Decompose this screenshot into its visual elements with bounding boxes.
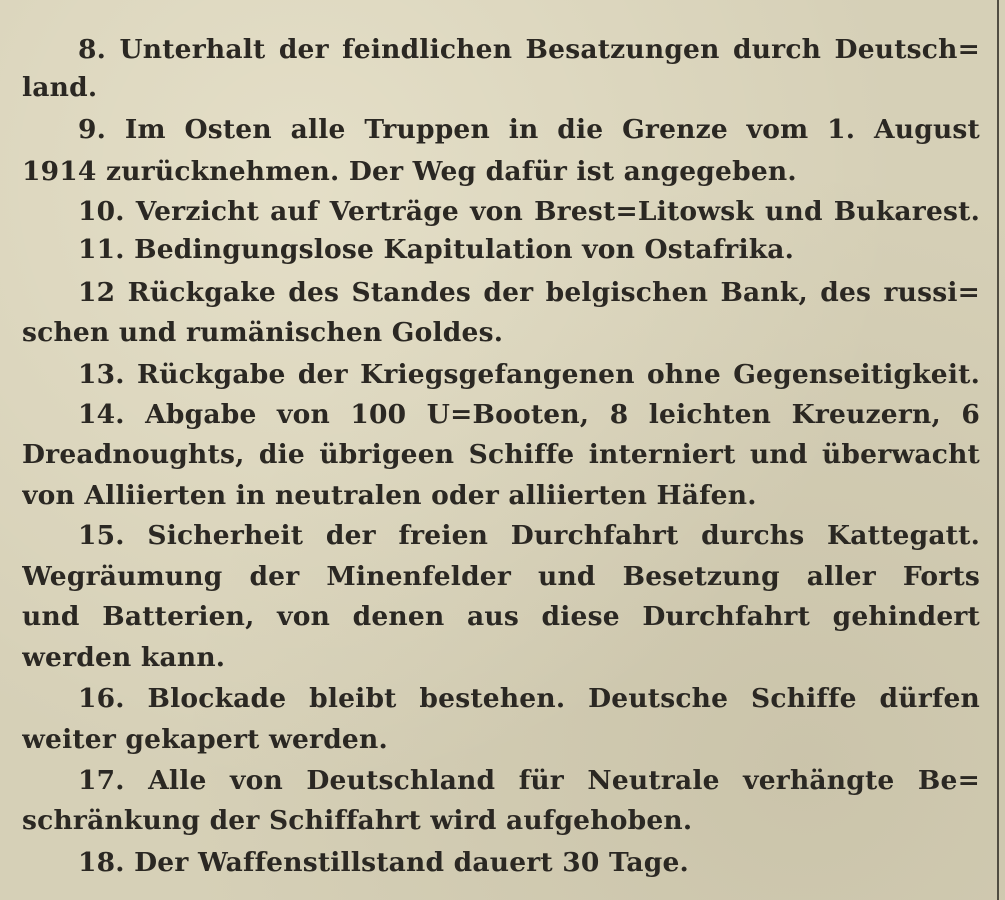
text-line: 9. Im Osten alle Truppen in die Grenze vom 1. August xyxy=(78,114,980,145)
text-line: 15. Sicherheit der freien Durchfahrt durchs Kattegatt. xyxy=(78,520,980,551)
text-line: 18. Der Waffenstillstand dauert 30 Tage. xyxy=(78,847,689,878)
text-line: 17. Alle von Deutschland für Neutrale verhängte Be= xyxy=(78,765,980,796)
text-line: 12 Rückgake des Standes der belgischen Bank, des russi= xyxy=(78,277,980,308)
text-line: 11. Bedingungslose Kapitulation von Ostafrika. xyxy=(78,234,795,265)
text-line: weiter gekapert werden. xyxy=(22,724,388,755)
text-line: 13. Rückgabe der Kriegsgefangenen ohne Gegenseitigkeit. xyxy=(78,359,980,390)
text-line: werden kann. xyxy=(22,642,226,673)
text-line: 10. Verzicht auf Verträge von Brest=Litowsk und Bukarest. xyxy=(78,196,980,227)
column-rule xyxy=(997,0,999,900)
text-line: von Alliierten in neutralen oder alliierten Häfen. xyxy=(22,480,757,511)
text-line: land. xyxy=(22,72,98,103)
text-line: 16. Blockade bleibt bestehen. Deutsche Schiffe dürfen xyxy=(78,683,980,714)
text-line: schränkung der Schiffahrt wird aufgehoben. xyxy=(22,805,693,836)
text-line: 1914 zurücknehmen. Der Weg dafür ist angegeben. xyxy=(22,156,797,187)
text-line: und Batterien, von denen aus diese Durchfahrt gehindert xyxy=(22,601,980,632)
text-line: 14. Abgabe von 100 U=Booten, 8 leichten Kreuzern, 6 xyxy=(78,399,980,430)
text-line: Dreadnoughts, die übrigeen Schiffe interniert und überwacht xyxy=(22,439,980,470)
text-line: schen und rumänischen Goldes. xyxy=(22,317,504,348)
text-line: Wegräumung der Minenfelder und Besetzung aller Forts xyxy=(22,561,980,592)
text-line: 8. Unterhalt der feindlichen Besatzungen durch Deutsch= xyxy=(78,34,980,65)
